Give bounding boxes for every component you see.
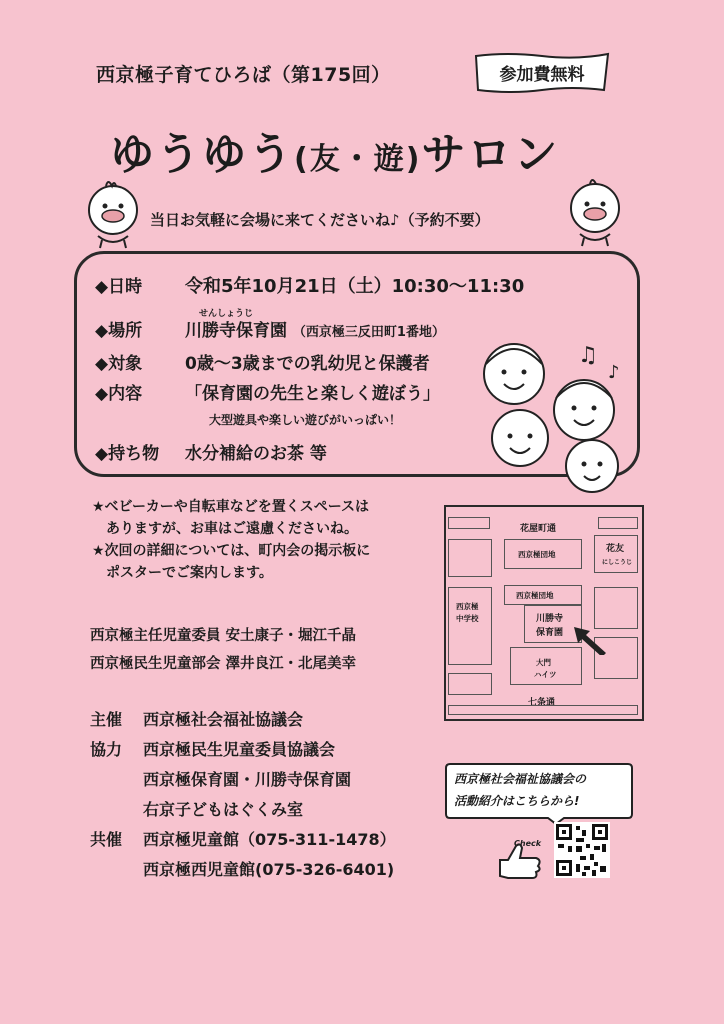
coop-org: 西京極民生児童委員協議会	[143, 740, 336, 759]
svg-text:♫: ♫	[578, 343, 598, 368]
title-part1: ゆうゆう	[110, 129, 294, 180]
datetime-value: 令和5年10月21日（土）10:30～11:30	[185, 276, 525, 297]
qr-line2: 活動紹介はこちらから!	[454, 794, 580, 808]
coop-org: 西京極保育園・川勝寺保育園	[143, 770, 352, 789]
host-label: 主催	[90, 710, 123, 729]
map-target-a: 川勝寺	[536, 614, 564, 624]
note-line: ポスターでご案内します。	[106, 565, 273, 581]
target-value: 0歳～3歳までの乳幼児と保護者	[185, 354, 430, 374]
chick-right-illustration	[560, 176, 630, 248]
note-line: ★ベビーカーや自転車などを置くスペースは	[92, 499, 370, 515]
place-label: ◆場所	[95, 321, 143, 341]
content-value: 「保育園の先生と楽しく遊ぼう」	[185, 384, 440, 404]
free-admission-badge	[472, 50, 612, 94]
tagline: 当日お気軽に会場に来てくださいね♪（予約不要）	[150, 211, 490, 229]
map-school-b: 中学校	[456, 614, 479, 623]
place-value: 川勝寺保育園	[185, 321, 287, 341]
map-hanatomo-sub: にしこうじ	[602, 559, 633, 566]
check-label: Check	[514, 839, 542, 848]
map-danchi1: 西京極団地	[518, 550, 556, 559]
location-map	[444, 505, 644, 721]
map-school-a: 西京極	[456, 602, 479, 611]
content-row	[95, 379, 440, 404]
map-hanatomo: 花友	[606, 544, 625, 554]
coop-label: 協力	[90, 740, 123, 759]
map-arrow-icon	[572, 625, 608, 655]
credit-line: 西京極主任児童委員 安土康子・堀江千晶	[90, 628, 357, 644]
co-org: 西京極西児童館(075-326-6401)	[143, 860, 395, 879]
title-paren: (友・遊)	[294, 142, 422, 177]
credit-line: 西京極民生児童部会 澤井良江・北尾美幸	[90, 656, 357, 672]
map-danchi2: 西京極団地	[516, 591, 554, 600]
bring-row	[95, 439, 327, 464]
co-label: 共催	[90, 830, 123, 849]
place-ruby: せんしょうじ	[199, 309, 254, 319]
content-sub: 大型遊具や楽しい遊びがいっぱい！	[209, 413, 402, 427]
target-label: ◆対象	[95, 354, 143, 374]
map-target-b: 保育園	[536, 628, 564, 638]
target-row	[95, 349, 430, 374]
place-address: （西京極三反田町1番地）	[292, 325, 445, 340]
coop-org: 右京子どもはぐくみ室	[143, 800, 304, 819]
note-line: ★次回の詳細については、町内会の掲示板に	[92, 543, 371, 559]
svg-text:♪: ♪	[608, 362, 620, 383]
road-top-label: 花屋町通	[520, 524, 557, 534]
bring-label: ◆持ち物	[95, 444, 160, 464]
notes	[92, 496, 432, 584]
chick-left-illustration	[78, 178, 148, 250]
event-series-title: 西京極子育てひろば（第175回）	[96, 64, 391, 86]
place-row	[95, 316, 445, 341]
free-badge-text: 参加費無料	[499, 65, 585, 85]
map-heights-a: 大門	[536, 658, 551, 667]
datetime-row	[95, 272, 524, 298]
note-line: ありますが、お車はご遠慮くださいね。	[106, 521, 358, 537]
content-label: ◆内容	[95, 384, 143, 404]
bring-value: 水分補給のお茶 等	[185, 444, 327, 464]
title-part2: サロン	[421, 129, 560, 180]
main-title	[110, 118, 559, 182]
road-bottom-label: 七条通	[528, 698, 556, 708]
qr-line1: 西京極社会福祉協議会の	[454, 772, 587, 786]
children-faces-illustration	[472, 338, 634, 496]
host-name: 西京極社会福祉協議会	[143, 710, 304, 729]
datetime-label: ◆日時	[95, 277, 143, 297]
qr-code[interactable]	[554, 822, 610, 878]
map-heights-b: ハイツ	[534, 670, 557, 679]
thumbs-up-check-icon	[494, 836, 546, 882]
qr-callout	[444, 760, 634, 824]
co-org: 西京極児童館（075-311-1478）	[143, 830, 396, 849]
